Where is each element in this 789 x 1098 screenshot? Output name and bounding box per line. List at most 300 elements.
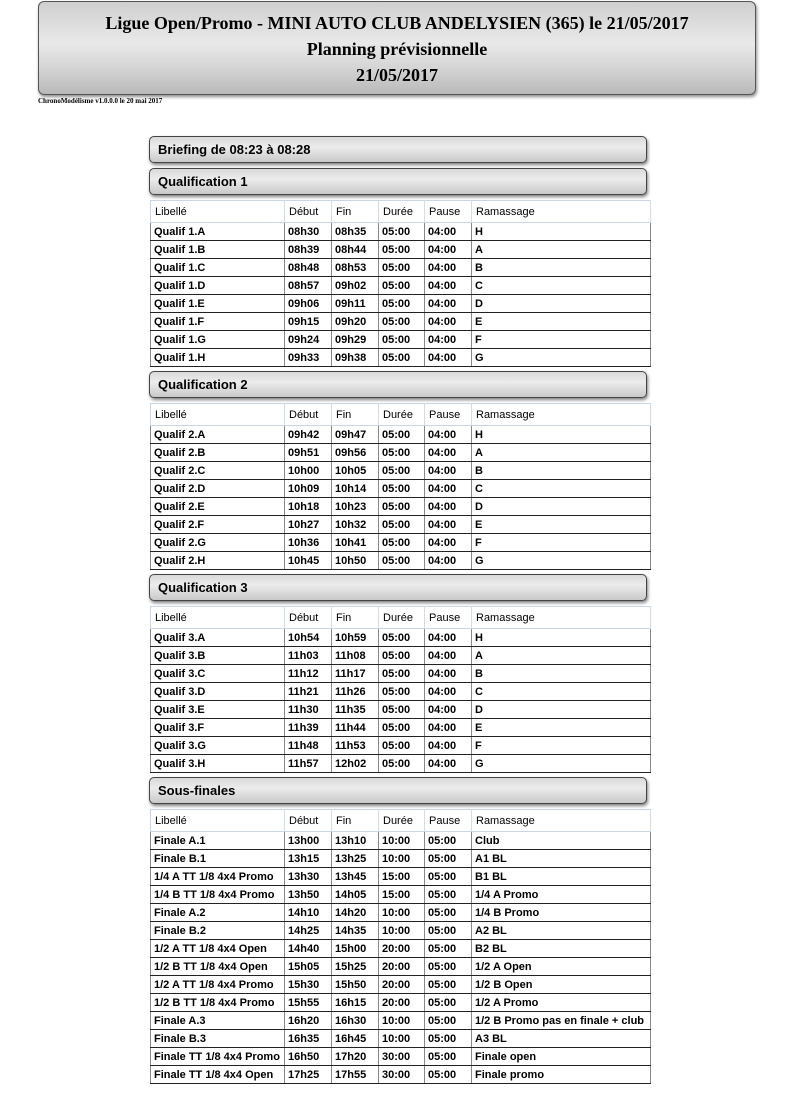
table-cell: 10h00 <box>285 462 332 480</box>
table-row <box>151 552 651 570</box>
table-cell: Finale B.3 <box>151 1030 285 1048</box>
table-cell: 05:00 <box>425 1066 472 1084</box>
table-cell: 04:00 <box>425 331 472 349</box>
table-cell: 1/4 B Promo <box>472 904 651 922</box>
table-cell: Finale B.2 <box>151 922 285 940</box>
table-row <box>151 683 651 701</box>
table-cell: 1/2 A TT 1/8 4x4 Promo <box>151 976 285 994</box>
table-cell: 16h45 <box>332 1030 379 1048</box>
table-cell: 05:00 <box>379 719 425 737</box>
table-cell: 10h23 <box>332 498 379 516</box>
table-cell: 04:00 <box>425 701 472 719</box>
table-cell: A3 BL <box>472 1030 651 1048</box>
table-cell: C <box>472 683 651 701</box>
table-cell: Qualif 1.G <box>151 331 285 349</box>
table-cell: 05:00 <box>425 1012 472 1030</box>
table-cell: Qualif 3.F <box>151 719 285 737</box>
table-cell: 05:00 <box>379 683 425 701</box>
table-cell: 16h15 <box>332 994 379 1012</box>
table-cell: 05:00 <box>425 904 472 922</box>
table-cell: 04:00 <box>425 683 472 701</box>
table-row <box>151 940 651 958</box>
table-cell: 08h53 <box>332 259 379 277</box>
table-row <box>151 904 651 922</box>
table-cell: 10h59 <box>332 629 379 647</box>
table-cell: Qualif 3.C <box>151 665 285 683</box>
table-cell: 05:00 <box>425 994 472 1012</box>
table-cell: 11h57 <box>285 755 332 773</box>
table-cell: 13h25 <box>332 850 379 868</box>
table-cell: Qualif 2.H <box>151 552 285 570</box>
column-header: Ramassage <box>472 607 651 629</box>
table-cell: A <box>472 647 651 665</box>
table-cell: B2 BL <box>472 940 651 958</box>
table-cell: Qualif 2.D <box>151 480 285 498</box>
table-cell: 10:00 <box>379 832 425 850</box>
table-cell: Qualif 3.D <box>151 683 285 701</box>
table-cell: B1 BL <box>472 868 651 886</box>
table-cell: 04:00 <box>425 552 472 570</box>
table-cell: 11h21 <box>285 683 332 701</box>
table-cell: H <box>472 223 651 241</box>
table-cell: 15h00 <box>332 940 379 958</box>
table-row <box>151 534 651 552</box>
column-header: Durée <box>379 607 425 629</box>
table-cell: 11h12 <box>285 665 332 683</box>
column-header: Libellé <box>151 810 285 832</box>
column-header: Durée <box>379 404 425 426</box>
table-row <box>151 701 651 719</box>
table-cell: 13h15 <box>285 850 332 868</box>
table-cell: 11h39 <box>285 719 332 737</box>
column-header: Début <box>285 201 332 223</box>
table-cell: 05:00 <box>379 552 425 570</box>
table-cell: H <box>472 426 651 444</box>
table-cell: 05:00 <box>379 223 425 241</box>
column-header: Début <box>285 810 332 832</box>
table-cell: Finale A.1 <box>151 832 285 850</box>
table-row <box>151 241 651 259</box>
table-cell: 14h40 <box>285 940 332 958</box>
table-cell: 05:00 <box>379 313 425 331</box>
section-title: Qualification 1 <box>149 168 647 195</box>
table-cell: Qualif 2.C <box>151 462 285 480</box>
table-cell: 10:00 <box>379 1030 425 1048</box>
table-row <box>151 259 651 277</box>
table-cell: Finale promo <box>472 1066 651 1084</box>
table-cell: Qualif 3.G <box>151 737 285 755</box>
table-cell: 10:00 <box>379 904 425 922</box>
table-cell: 10h54 <box>285 629 332 647</box>
table-cell: 05:00 <box>425 868 472 886</box>
table-cell: 09h33 <box>285 349 332 367</box>
section-title: Briefing de 08:23 à 08:28 <box>149 136 647 163</box>
table-cell: 05:00 <box>425 1048 472 1066</box>
table-cell: 05:00 <box>379 737 425 755</box>
table-cell: 09h02 <box>332 277 379 295</box>
table-cell: 05:00 <box>425 976 472 994</box>
table-cell: G <box>472 349 651 367</box>
column-header: Durée <box>379 810 425 832</box>
table-cell: G <box>472 755 651 773</box>
table-cell: Qualif 1.E <box>151 295 285 313</box>
table-row <box>151 665 651 683</box>
table-cell: A <box>472 241 651 259</box>
table-cell: 13h00 <box>285 832 332 850</box>
table-cell: 16h20 <box>285 1012 332 1030</box>
table-cell: 09h29 <box>332 331 379 349</box>
table-cell: 30:00 <box>379 1066 425 1084</box>
table-cell: A2 BL <box>472 922 651 940</box>
column-header: Libellé <box>151 404 285 426</box>
table-cell: 04:00 <box>425 498 472 516</box>
table-cell: Finale TT 1/8 4x4 Open <box>151 1066 285 1084</box>
table-cell: 11h48 <box>285 737 332 755</box>
table-cell: 05:00 <box>379 665 425 683</box>
table-cell: A1 BL <box>472 850 651 868</box>
table-cell: 04:00 <box>425 444 472 462</box>
table-cell: 09h42 <box>285 426 332 444</box>
table-cell: 05:00 <box>379 295 425 313</box>
table-cell: F <box>472 534 651 552</box>
table-cell: 05:00 <box>379 647 425 665</box>
table-header-row <box>151 810 651 832</box>
table-cell: Finale B.1 <box>151 850 285 868</box>
table-row <box>151 1048 651 1066</box>
table-cell: D <box>472 701 651 719</box>
column-header: Fin <box>332 607 379 629</box>
table-cell: Qualif 1.F <box>151 313 285 331</box>
table-cell: 04:00 <box>425 313 472 331</box>
header-date: 21/05/2017 <box>355 65 438 85</box>
table-row <box>151 832 651 850</box>
table-cell: C <box>472 480 651 498</box>
table-cell: Qualif 2.B <box>151 444 285 462</box>
table-cell: 08h57 <box>285 277 332 295</box>
table-cell: 05:00 <box>379 444 425 462</box>
table-cell: Qualif 1.C <box>151 259 285 277</box>
table-cell: 04:00 <box>425 349 472 367</box>
table-row <box>151 277 651 295</box>
section-title: Qualification 3 <box>149 574 647 601</box>
table-cell: 09h11 <box>332 295 379 313</box>
table-cell: 10h09 <box>285 480 332 498</box>
column-header: Libellé <box>151 201 285 223</box>
table-cell: Finale A.2 <box>151 904 285 922</box>
table-cell: 09h15 <box>285 313 332 331</box>
table-cell: 15h05 <box>285 958 332 976</box>
table-cell: G <box>472 552 651 570</box>
table-row <box>151 737 651 755</box>
table-cell: 05:00 <box>425 940 472 958</box>
table-cell: 10h14 <box>332 480 379 498</box>
table-cell: 05:00 <box>425 1030 472 1048</box>
table-cell: 10h36 <box>285 534 332 552</box>
table-row <box>151 480 651 498</box>
table-cell: 09h51 <box>285 444 332 462</box>
table-cell: Qualif 2.A <box>151 426 285 444</box>
table-cell: 13h45 <box>332 868 379 886</box>
table-row <box>151 922 651 940</box>
table-cell: 05:00 <box>425 922 472 940</box>
table-cell: Finale open <box>472 1048 651 1066</box>
table-cell: 04:00 <box>425 277 472 295</box>
version-label: ChronoModélisme v1.0.0.0 le 20 mai 2017 <box>38 97 163 105</box>
table-cell: 20:00 <box>379 976 425 994</box>
table-cell: 15h30 <box>285 976 332 994</box>
table-cell: Qualif 2.E <box>151 498 285 516</box>
schedule-table <box>150 403 651 570</box>
table-cell: Qualif 3.E <box>151 701 285 719</box>
table-cell: 05:00 <box>425 832 472 850</box>
table-cell: 09h47 <box>332 426 379 444</box>
schedule-table <box>150 809 651 1084</box>
table-row <box>151 755 651 773</box>
table-row <box>151 994 651 1012</box>
header-title: Ligue Open/Promo - MINI AUTO CLUB ANDELYSIEN (365) le 21/05/2017 <box>105 13 689 33</box>
table-cell: 1/2 B TT 1/8 4x4 Open <box>151 958 285 976</box>
table-cell: 05:00 <box>425 850 472 868</box>
table-cell: 11h35 <box>332 701 379 719</box>
table-cell: 05:00 <box>379 755 425 773</box>
table-row <box>151 444 651 462</box>
table-header-row <box>151 404 651 426</box>
table-cell: 10:00 <box>379 850 425 868</box>
column-header: Pause <box>425 404 472 426</box>
table-cell: 13h50 <box>285 886 332 904</box>
table-cell: 08h30 <box>285 223 332 241</box>
table-cell: 11h08 <box>332 647 379 665</box>
column-header: Libellé <box>151 607 285 629</box>
table-cell: 08h39 <box>285 241 332 259</box>
table-cell: 08h48 <box>285 259 332 277</box>
table-cell: 11h17 <box>332 665 379 683</box>
header-subtitle: Planning prévisionnelle <box>306 39 488 59</box>
table-cell: 05:00 <box>379 426 425 444</box>
table-row <box>151 868 651 886</box>
table-cell: 10h05 <box>332 462 379 480</box>
table-cell: Qualif 2.G <box>151 534 285 552</box>
table-cell: Club <box>472 832 651 850</box>
table-cell: 05:00 <box>379 516 425 534</box>
table-cell: A <box>472 444 651 462</box>
table-cell: 1/2 A Promo <box>472 994 651 1012</box>
table-cell: 05:00 <box>425 958 472 976</box>
table-cell: 1/4 B TT 1/8 4x4 Promo <box>151 886 285 904</box>
table-cell: 04:00 <box>425 516 472 534</box>
table-cell: Qualif 1.B <box>151 241 285 259</box>
table-cell: 15h25 <box>332 958 379 976</box>
table-cell: 30:00 <box>379 1048 425 1066</box>
table-cell: 09h20 <box>332 313 379 331</box>
table-cell: 05:00 <box>425 886 472 904</box>
table-header-row <box>151 607 651 629</box>
table-cell: 16h50 <box>285 1048 332 1066</box>
table-cell: Qualif 3.H <box>151 755 285 773</box>
table-cell: 05:00 <box>379 462 425 480</box>
table-row <box>151 313 651 331</box>
table-row <box>151 498 651 516</box>
table-row <box>151 516 651 534</box>
table-cell: B <box>472 462 651 480</box>
table-cell: Finale A.3 <box>151 1012 285 1030</box>
table-cell: Qualif 1.D <box>151 277 285 295</box>
table-cell: 09h24 <box>285 331 332 349</box>
table-cell: 04:00 <box>425 629 472 647</box>
table-cell: E <box>472 719 651 737</box>
table-row <box>151 1066 651 1084</box>
table-cell: 12h02 <box>332 755 379 773</box>
table-row <box>151 1030 651 1048</box>
table-cell: Qualif 3.B <box>151 647 285 665</box>
table-cell: D <box>472 498 651 516</box>
table-cell: Qualif 1.H <box>151 349 285 367</box>
table-cell: 11h53 <box>332 737 379 755</box>
table-cell: 04:00 <box>425 647 472 665</box>
table-cell: 1/4 A Promo <box>472 886 651 904</box>
table-cell: 17h25 <box>285 1066 332 1084</box>
table-cell: 04:00 <box>425 462 472 480</box>
table-cell: 15h55 <box>285 994 332 1012</box>
table-cell: 04:00 <box>425 737 472 755</box>
table-cell: 20:00 <box>379 940 425 958</box>
table-cell: 08h35 <box>332 223 379 241</box>
table-row <box>151 629 651 647</box>
table-cell: 04:00 <box>425 295 472 313</box>
table-cell: Qualif 1.A <box>151 223 285 241</box>
table-cell: 10h41 <box>332 534 379 552</box>
table-cell: 05:00 <box>379 534 425 552</box>
table-cell: 15:00 <box>379 886 425 904</box>
table-cell: 10h45 <box>285 552 332 570</box>
table-row <box>151 223 651 241</box>
column-header: Ramassage <box>472 404 651 426</box>
table-cell: 09h56 <box>332 444 379 462</box>
table-row <box>151 1012 651 1030</box>
table-cell: 11h26 <box>332 683 379 701</box>
table-cell: 14h10 <box>285 904 332 922</box>
table-row <box>151 426 651 444</box>
table-cell: 05:00 <box>379 629 425 647</box>
table-cell: F <box>472 737 651 755</box>
column-header: Fin <box>332 201 379 223</box>
table-cell: 10:00 <box>379 1012 425 1030</box>
table-cell: H <box>472 629 651 647</box>
table-cell: E <box>472 516 651 534</box>
column-header: Durée <box>379 201 425 223</box>
table-row <box>151 462 651 480</box>
table-cell: Qualif 3.A <box>151 629 285 647</box>
table-cell: 04:00 <box>425 480 472 498</box>
table-row <box>151 647 651 665</box>
table-cell: B <box>472 665 651 683</box>
table-cell: 05:00 <box>379 331 425 349</box>
table-cell: 05:00 <box>379 241 425 259</box>
table-header-row <box>151 201 651 223</box>
table-cell: 04:00 <box>425 665 472 683</box>
table-cell: 1/4 A TT 1/8 4x4 Promo <box>151 868 285 886</box>
column-header: Ramassage <box>472 810 651 832</box>
table-cell: 14h25 <box>285 922 332 940</box>
table-cell: 04:00 <box>425 259 472 277</box>
table-cell: 05:00 <box>379 259 425 277</box>
table-cell: 13h10 <box>332 832 379 850</box>
table-cell: 14h35 <box>332 922 379 940</box>
table-row <box>151 719 651 737</box>
table-cell: 11h03 <box>285 647 332 665</box>
column-header: Pause <box>425 810 472 832</box>
table-cell: 20:00 <box>379 994 425 1012</box>
table-cell: 1/2 B Promo pas en finale + club <box>472 1012 651 1030</box>
table-row <box>151 886 651 904</box>
table-cell: 1/2 A TT 1/8 4x4 Open <box>151 940 285 958</box>
table-cell: 11h30 <box>285 701 332 719</box>
column-header: Début <box>285 607 332 629</box>
table-cell: C <box>472 277 651 295</box>
table-cell: 04:00 <box>425 534 472 552</box>
column-header: Fin <box>332 810 379 832</box>
table-cell: 17h20 <box>332 1048 379 1066</box>
table-cell: 04:00 <box>425 719 472 737</box>
table-cell: 15h50 <box>332 976 379 994</box>
table-row <box>151 850 651 868</box>
section-title: Qualification 2 <box>149 371 647 398</box>
table-row <box>151 331 651 349</box>
table-cell: D <box>472 295 651 313</box>
table-cell: B <box>472 259 651 277</box>
table-cell: 09h38 <box>332 349 379 367</box>
table-cell: 10h32 <box>332 516 379 534</box>
table-cell: 20:00 <box>379 958 425 976</box>
table-cell: 14h20 <box>332 904 379 922</box>
section-title: Sous-finales <box>149 777 647 804</box>
table-row <box>151 958 651 976</box>
table-cell: 10:00 <box>379 922 425 940</box>
table-cell: 13h30 <box>285 868 332 886</box>
column-header: Pause <box>425 607 472 629</box>
table-cell: 05:00 <box>379 701 425 719</box>
table-row <box>151 976 651 994</box>
table-cell: 05:00 <box>379 277 425 295</box>
column-header: Ramassage <box>472 201 651 223</box>
table-cell: 04:00 <box>425 426 472 444</box>
table-cell: 15:00 <box>379 868 425 886</box>
table-cell: Qualif 2.F <box>151 516 285 534</box>
schedule-table <box>150 200 651 367</box>
table-cell: 1/2 B TT 1/8 4x4 Promo <box>151 994 285 1012</box>
table-cell: 05:00 <box>379 349 425 367</box>
table-cell: 14h05 <box>332 886 379 904</box>
table-cell: 05:00 <box>379 498 425 516</box>
table-cell: 1/2 A Open <box>472 958 651 976</box>
table-cell: 10h50 <box>332 552 379 570</box>
schedule-table <box>150 606 651 773</box>
table-cell: 11h44 <box>332 719 379 737</box>
table-cell: 08h44 <box>332 241 379 259</box>
table-cell: 10h27 <box>285 516 332 534</box>
column-header: Fin <box>332 404 379 426</box>
table-cell: Finale TT 1/8 4x4 Promo <box>151 1048 285 1066</box>
table-cell: F <box>472 331 651 349</box>
table-cell: 10h18 <box>285 498 332 516</box>
table-cell: 05:00 <box>379 480 425 498</box>
page-header <box>38 1 756 95</box>
table-cell: 04:00 <box>425 241 472 259</box>
table-cell: 16h35 <box>285 1030 332 1048</box>
table-cell: 09h06 <box>285 295 332 313</box>
column-header: Début <box>285 404 332 426</box>
table-cell: 16h30 <box>332 1012 379 1030</box>
